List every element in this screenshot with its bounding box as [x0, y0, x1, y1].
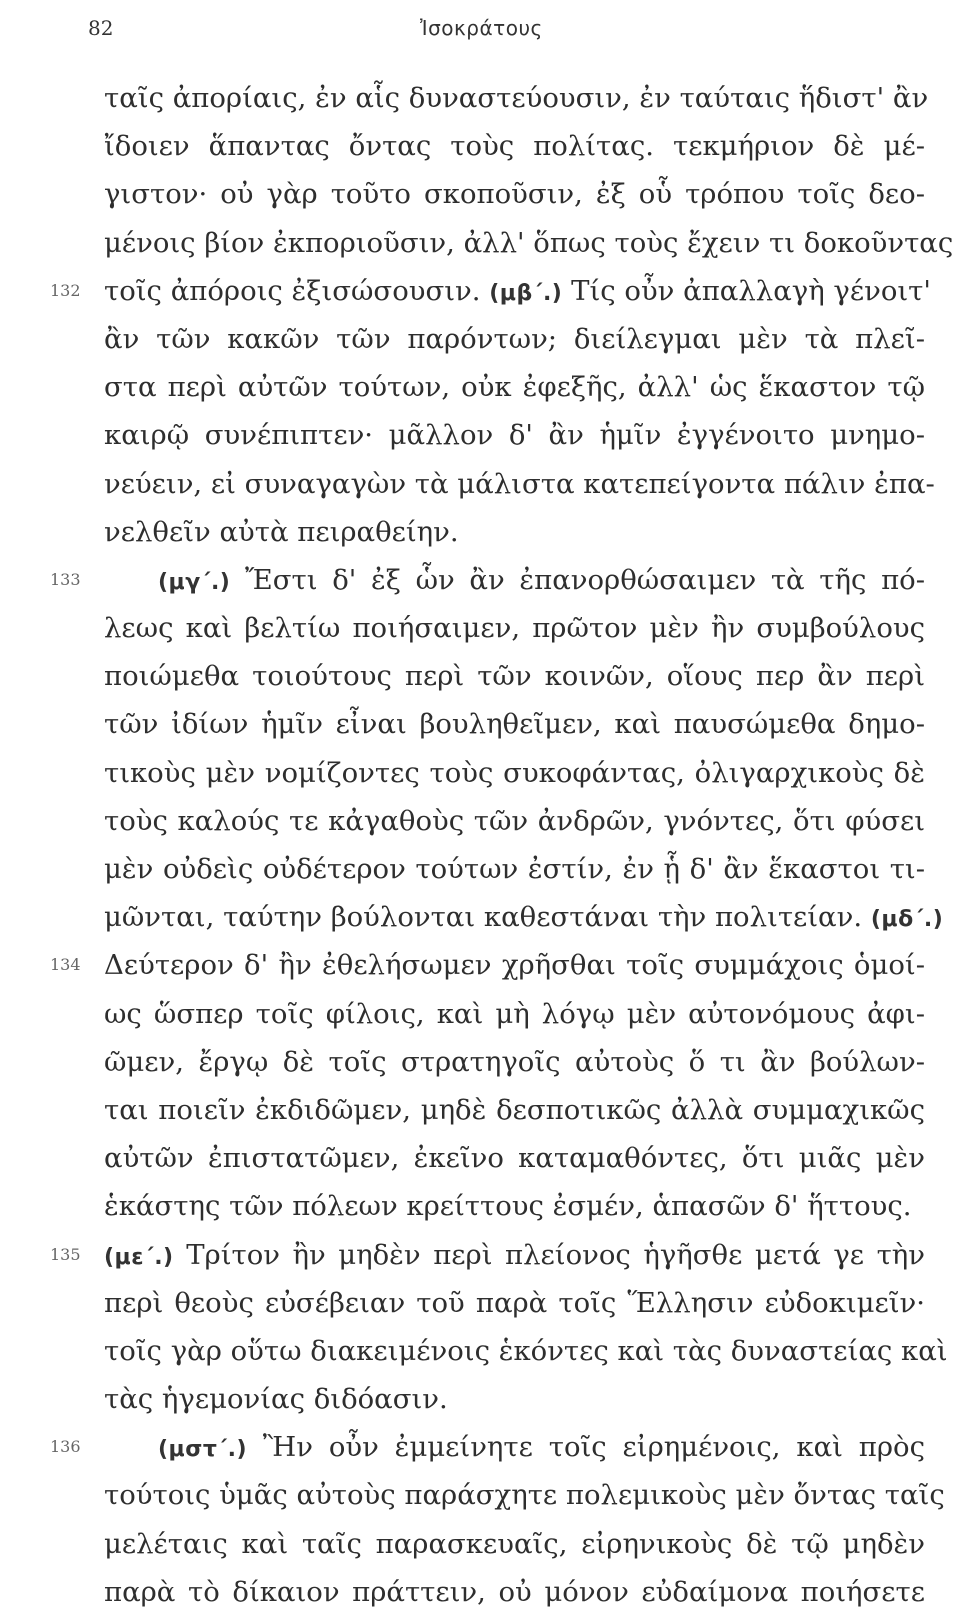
text-line: [0, 604, 953, 652]
text-line: [0, 1279, 953, 1327]
line-segment: ἂν τῶν κακῶν τῶν παρόντων; διείλεγμαι μὲν τὰ πλεῖ-: [104, 322, 925, 355]
text-line: [0, 267, 953, 315]
text-line: [0, 652, 953, 700]
line-segment: ως ὥσπερ τοῖς φίλοις, καὶ μὴ λόγῳ μὲν αὐτονόμους ἀφι-: [104, 997, 925, 1030]
line-segment: ἴδοιεν ἅπαντας ὄντας τοὺς πολίτας. τεκμήριον δὲ μέ-: [104, 130, 925, 163]
line-text: [158, 556, 925, 607]
text-line: [0, 1423, 953, 1471]
line-text: [104, 1182, 912, 1230]
line-segment: τοῖς γὰρ οὕτω διακειμένοις ἑκόντες καὶ τὰς δυναστείας καὶ: [104, 1334, 948, 1367]
line-text: [104, 1231, 925, 1282]
line-text: [104, 1086, 925, 1134]
line-segment: λεως καὶ βελτίω ποιήσαιμεν, πρῶτον μὲν ἢν συμβούλους: [104, 612, 925, 645]
text-line: [0, 1182, 953, 1230]
text-line: [0, 1327, 953, 1375]
line-segment: ται ποιεῖν ἐκδιδῶμεν, μηδὲ δεσποτικῶς ἀλλὰ συμμαχικῶς: [104, 1093, 925, 1126]
line-text: [104, 1038, 925, 1086]
line-segment: γιστον· οὐ γὰρ τοῦτο σκοποῦσιν, ἐξ οὗ τρόπου τοῖς δεο-: [104, 178, 925, 211]
section-marker: (μβ΄.): [489, 280, 563, 306]
text-line: [0, 941, 953, 989]
running-head: Ἰσοκράτους: [420, 16, 543, 40]
section-margin-number: 136: [50, 1437, 81, 1457]
line-text: [104, 652, 925, 700]
text-line: [0, 1231, 953, 1279]
text-line: [0, 1520, 953, 1568]
text-line: [0, 1568, 953, 1616]
line-segment: τοῖς ἀπόροις ἐξισώσουσιν.: [104, 274, 481, 307]
line-text: [104, 411, 925, 459]
section-marker: (μστ΄.): [158, 1437, 248, 1463]
line-segment: μελέταις καὶ ταῖς παρασκευαῖς, εἰρηνικοὺς δὲ τῷ μηδὲν: [104, 1527, 925, 1560]
line-segment: στα περὶ αὐτῶν τούτων, οὐκ ἐφεξῆς, ἀλλ' ὡς ἕκαστον τῷ: [104, 371, 925, 404]
line-text: [104, 1520, 925, 1568]
line-text: [104, 1471, 945, 1519]
line-text: [104, 990, 925, 1038]
line-text: [104, 219, 953, 267]
line-segment: τὰς ἡγεμονίας διδόασιν.: [104, 1383, 448, 1416]
line-segment: Τρίτον ἢν μηδὲν περὶ πλείονος ἡγῆσθε μετά γε τὴν: [186, 1238, 925, 1271]
line-segment: μένοις βίον ἐκποριοῦσιν, ἀλλ' ὅπως τοὺς ἔχειν τι δοκοῦντας: [104, 226, 953, 259]
line-text: [104, 508, 459, 556]
line-text: [158, 1423, 925, 1474]
line-segment: ῶμεν, ἔργῳ δὲ τοῖς στρατηγοῖς αὐτοὺς ὅ τι ἂν βούλων-: [104, 1045, 925, 1078]
line-text: [104, 1134, 925, 1182]
text-line: [0, 845, 953, 893]
line-text: [104, 170, 925, 218]
line-segment: παρὰ τὸ δίκαιον πράττειν, οὐ μόνον εὐδαίμονα ποιήσετε: [104, 1575, 925, 1608]
text-line: [0, 460, 953, 508]
line-segment: ἑκάστης τῶν πόλεων κρείττους ἐσμέν, ἁπασῶν δ' ἥττους.: [104, 1190, 912, 1223]
line-segment: Δεύτερον δ' ἢν ἐθελήσωμεν χρῆσθαι τοῖς συμμάχοις ὁμοί-: [104, 949, 925, 982]
line-segment: περὶ θεοὺς εὐσέβειαν τοῦ παρὰ τοῖς Ἕλλησιν εὐδοκιμεῖν·: [104, 1286, 925, 1319]
line-text: [104, 1279, 925, 1327]
text-line: [0, 1038, 953, 1086]
line-text: [104, 74, 929, 122]
text-line: [0, 170, 953, 218]
line-text: [104, 749, 925, 797]
line-segment: αὐτῶν ἐπιστατῶμεν, ἐκεῖνο καταμαθόντες, ὅτι μιᾶς μὲν: [104, 1142, 925, 1175]
line-segment: μὲν οὐδεὶς οὐδέτερον τούτων ἐστίν, ἐν ᾗ δ' ἂν ἕκαστοι τι-: [104, 853, 925, 885]
text-line: [0, 315, 953, 363]
line-segment: τῶν ἰδίων ἡμῖν εἶναι βουληθεῖμεν, καὶ παυσώμεθα δημο-: [104, 708, 925, 741]
text-line: [0, 1471, 953, 1519]
text-line: [0, 219, 953, 267]
line-segment: Ἔστι δ' ἐξ ὧν ἂν ἐπανορθώσαιμεν τὰ τῆς πό-: [245, 563, 925, 596]
section-margin-number: 134: [50, 955, 81, 975]
line-segment: ταῖς ἀπορίαις, ἐν αἷς δυναστεύουσιν, ἐν ταύταις ἥδιστ' ἂν: [104, 82, 929, 114]
line-segment: τικοὺς μὲν νομίζοντες τοὺς συκοφάντας, ὀλιγαρχικοὺς δὲ: [104, 756, 925, 789]
line-segment: τοὺς καλούς τε κἀγαθοὺς τῶν ἀνδρῶν, γνόντες, ὅτι φύσει: [104, 804, 925, 837]
line-text: [104, 1327, 948, 1375]
text-line: [0, 797, 953, 845]
text-line: [0, 893, 953, 941]
text-line: [0, 508, 953, 556]
line-text: [104, 363, 925, 411]
text-line: [0, 363, 953, 411]
line-text: [104, 460, 935, 508]
text-line: [0, 749, 953, 797]
line-text: [104, 122, 925, 170]
line-text: [104, 1375, 448, 1423]
text-line: [0, 74, 953, 122]
line-segment: μῶνται, ταύτην βούλονται καθεστάναι τὴν πολιτείαν.: [104, 901, 863, 934]
line-segment: Τίς οὖν ἀπαλλαγὴ γένοιτ': [571, 274, 931, 307]
line-text: [104, 604, 925, 652]
text-line: [0, 1375, 953, 1423]
line-text: [104, 267, 931, 318]
text-line: [0, 556, 953, 604]
body-text: [0, 74, 953, 1616]
line-segment: τούτοις ὑμᾶς αὐτοὺς παράσχητε πολεμικοὺς μὲν ὄντας ταῖς: [104, 1479, 945, 1512]
text-line: [0, 411, 953, 459]
line-text: [104, 315, 925, 363]
section-marker: (με΄.): [104, 1244, 174, 1270]
section-marker: (μγ΄.): [158, 569, 231, 595]
text-line: [0, 700, 953, 748]
line-text: [104, 845, 925, 893]
text-line: [0, 1086, 953, 1134]
line-segment: ποιώμεθα τοιούτους περὶ τῶν κοινῶν, οἵους περ ἂν περὶ: [104, 660, 925, 693]
page-number: 82: [88, 16, 114, 40]
section-margin-number: 133: [50, 569, 81, 589]
section-margin-number: 135: [50, 1244, 81, 1264]
text-line: [0, 990, 953, 1038]
text-line: [0, 122, 953, 170]
line-text: [104, 1568, 925, 1616]
section-margin-number: 132: [50, 280, 81, 300]
line-text: [104, 941, 925, 989]
line-text: [104, 797, 925, 845]
line-segment: νεύειν, εἰ συναγαγὼν τὰ μάλιστα κατεπείγοντα πάλιν ἐπα-: [104, 467, 935, 500]
line-text: [104, 893, 944, 944]
line-segment: νελθεῖν αὐτὰ πειραθείην.: [104, 515, 459, 548]
line-segment: καιρῷ συνέπιπτεν· μᾶλλον δ' ἂν ἡμῖν ἐγγένοιτο μνημο-: [104, 419, 925, 452]
text-line: [0, 1134, 953, 1182]
line-text: [104, 700, 925, 748]
line-segment: Ἢν οὖν ἐμμείνητε τοῖς εἰρημένοις, καὶ πρὸς: [262, 1431, 925, 1464]
section-marker: (μδ΄.): [870, 907, 944, 933]
